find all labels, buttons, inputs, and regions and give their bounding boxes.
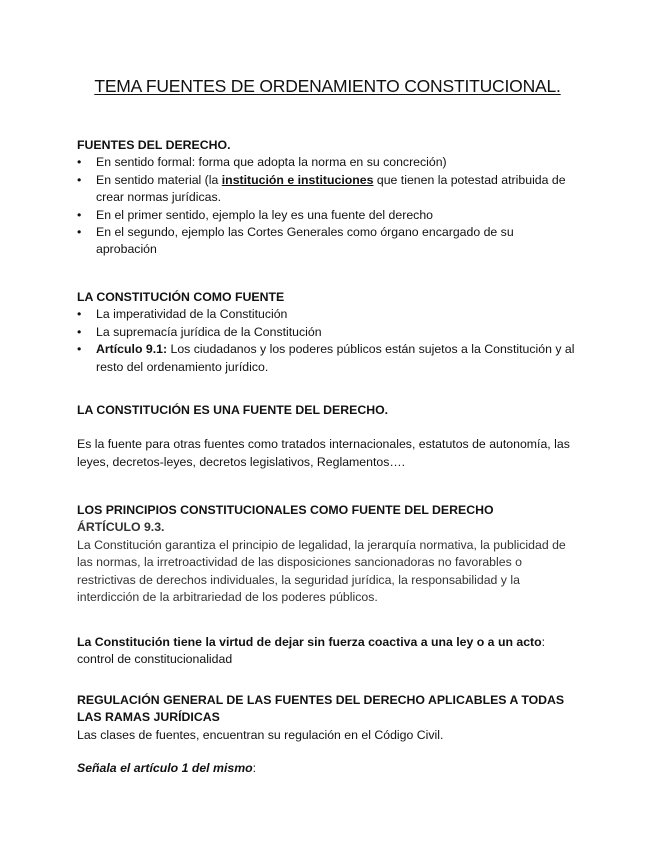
bullet-item: • En el segundo, ejemplo las Cortes Generales como órgano encargado de su aprobación (77, 224, 577, 259)
bullet-text: En sentido material (la (96, 172, 222, 187)
section-heading: LOS PRINCIPIOS CONSTITUCIONALES COMO FUENTE DEL DERECHO (77, 503, 494, 517)
emphasis-line (77, 760, 577, 777)
paragraph: Es la fuente para otras fuentes como tratados internacionales, estatutos de autonomía, las leyes, decretos-leyes, decretos legislativos, Reglamentos…. (77, 437, 570, 469)
bullet-item: • La supremacía jurídica de la Constitución (77, 324, 577, 341)
bullet-item (77, 341, 577, 376)
section-heading: FUENTES DEL DERECHO. (77, 138, 231, 152)
section-constitucion-fuente-derecho (77, 402, 577, 471)
statement-bold: La Constitución tiene la virtud de dejar sin fuerza coactiva a una ley o a un acto (77, 635, 542, 649)
section-heading: REGULACIÓN GENERAL DE LAS FUENTES DEL DERECHO APLICABLES A TODAS LAS RAMAS JURÍDICAS (77, 693, 565, 725)
section-heading: LA CONSTITUCIÓN COMO FUENTE (77, 290, 285, 304)
section-principios-constitucionales (77, 502, 577, 606)
bullet-text: que tienen la potestad atribuida de crear normas jurídicas. (96, 172, 566, 205)
section-constitucion-como-fuente (77, 289, 577, 376)
bullet-item (77, 172, 577, 207)
article-label: Artículo 9.1: (96, 342, 168, 357)
bullet-item: • En sentido formal: forma que adopta la norma en su concreción) (77, 154, 577, 171)
paragraph: La Constitución garantiza el principio de legalidad, la jerarquía normativa, la publicidad de las normas, la irretroactividad de las disposiciones sancionadoras no favorables o restrictivas de derechos individuales, la seguridad jurídica, la responsabilidad y la interdicción de la arbitrariedad de los poderes públicos. (77, 537, 566, 605)
paragraph: control de constitucionalidad (77, 652, 233, 667)
document-title: TEMA FUENTES DE ORDENAMIENTO CONSTITUCIONAL. (94, 76, 561, 96)
bullet-item: • En el primer sentido, ejemplo la ley es una fuente del derecho (77, 207, 577, 224)
bullet-item: • La imperatividad de la Constitución (77, 306, 577, 323)
statement-line (77, 634, 577, 651)
bullet-text: Los ciudadanos y los poderes públicos están sujetos a la Constitución y al resto del ordenamiento jurídico. (96, 342, 575, 374)
bullet-emphasis: institución e instituciones (221, 172, 374, 187)
colon: : (541, 635, 546, 649)
section-heading: LA CONSTITUCIÓN ES UNA FUENTE DEL DERECHO. (77, 403, 389, 417)
section-regulacion-general (77, 692, 577, 778)
colon: : (252, 761, 257, 776)
section-fuentes-del-derecho (77, 137, 577, 259)
section-subheading: ÁRTÍCULO 9.3. (77, 520, 165, 535)
paragraph: Las clases de fuentes, encuentran su regulación en el Código Civil. (77, 727, 444, 742)
emphasis-text: Señala el artículo 1 del mismo (77, 761, 253, 776)
section-fuerza-coactiva (77, 634, 577, 669)
